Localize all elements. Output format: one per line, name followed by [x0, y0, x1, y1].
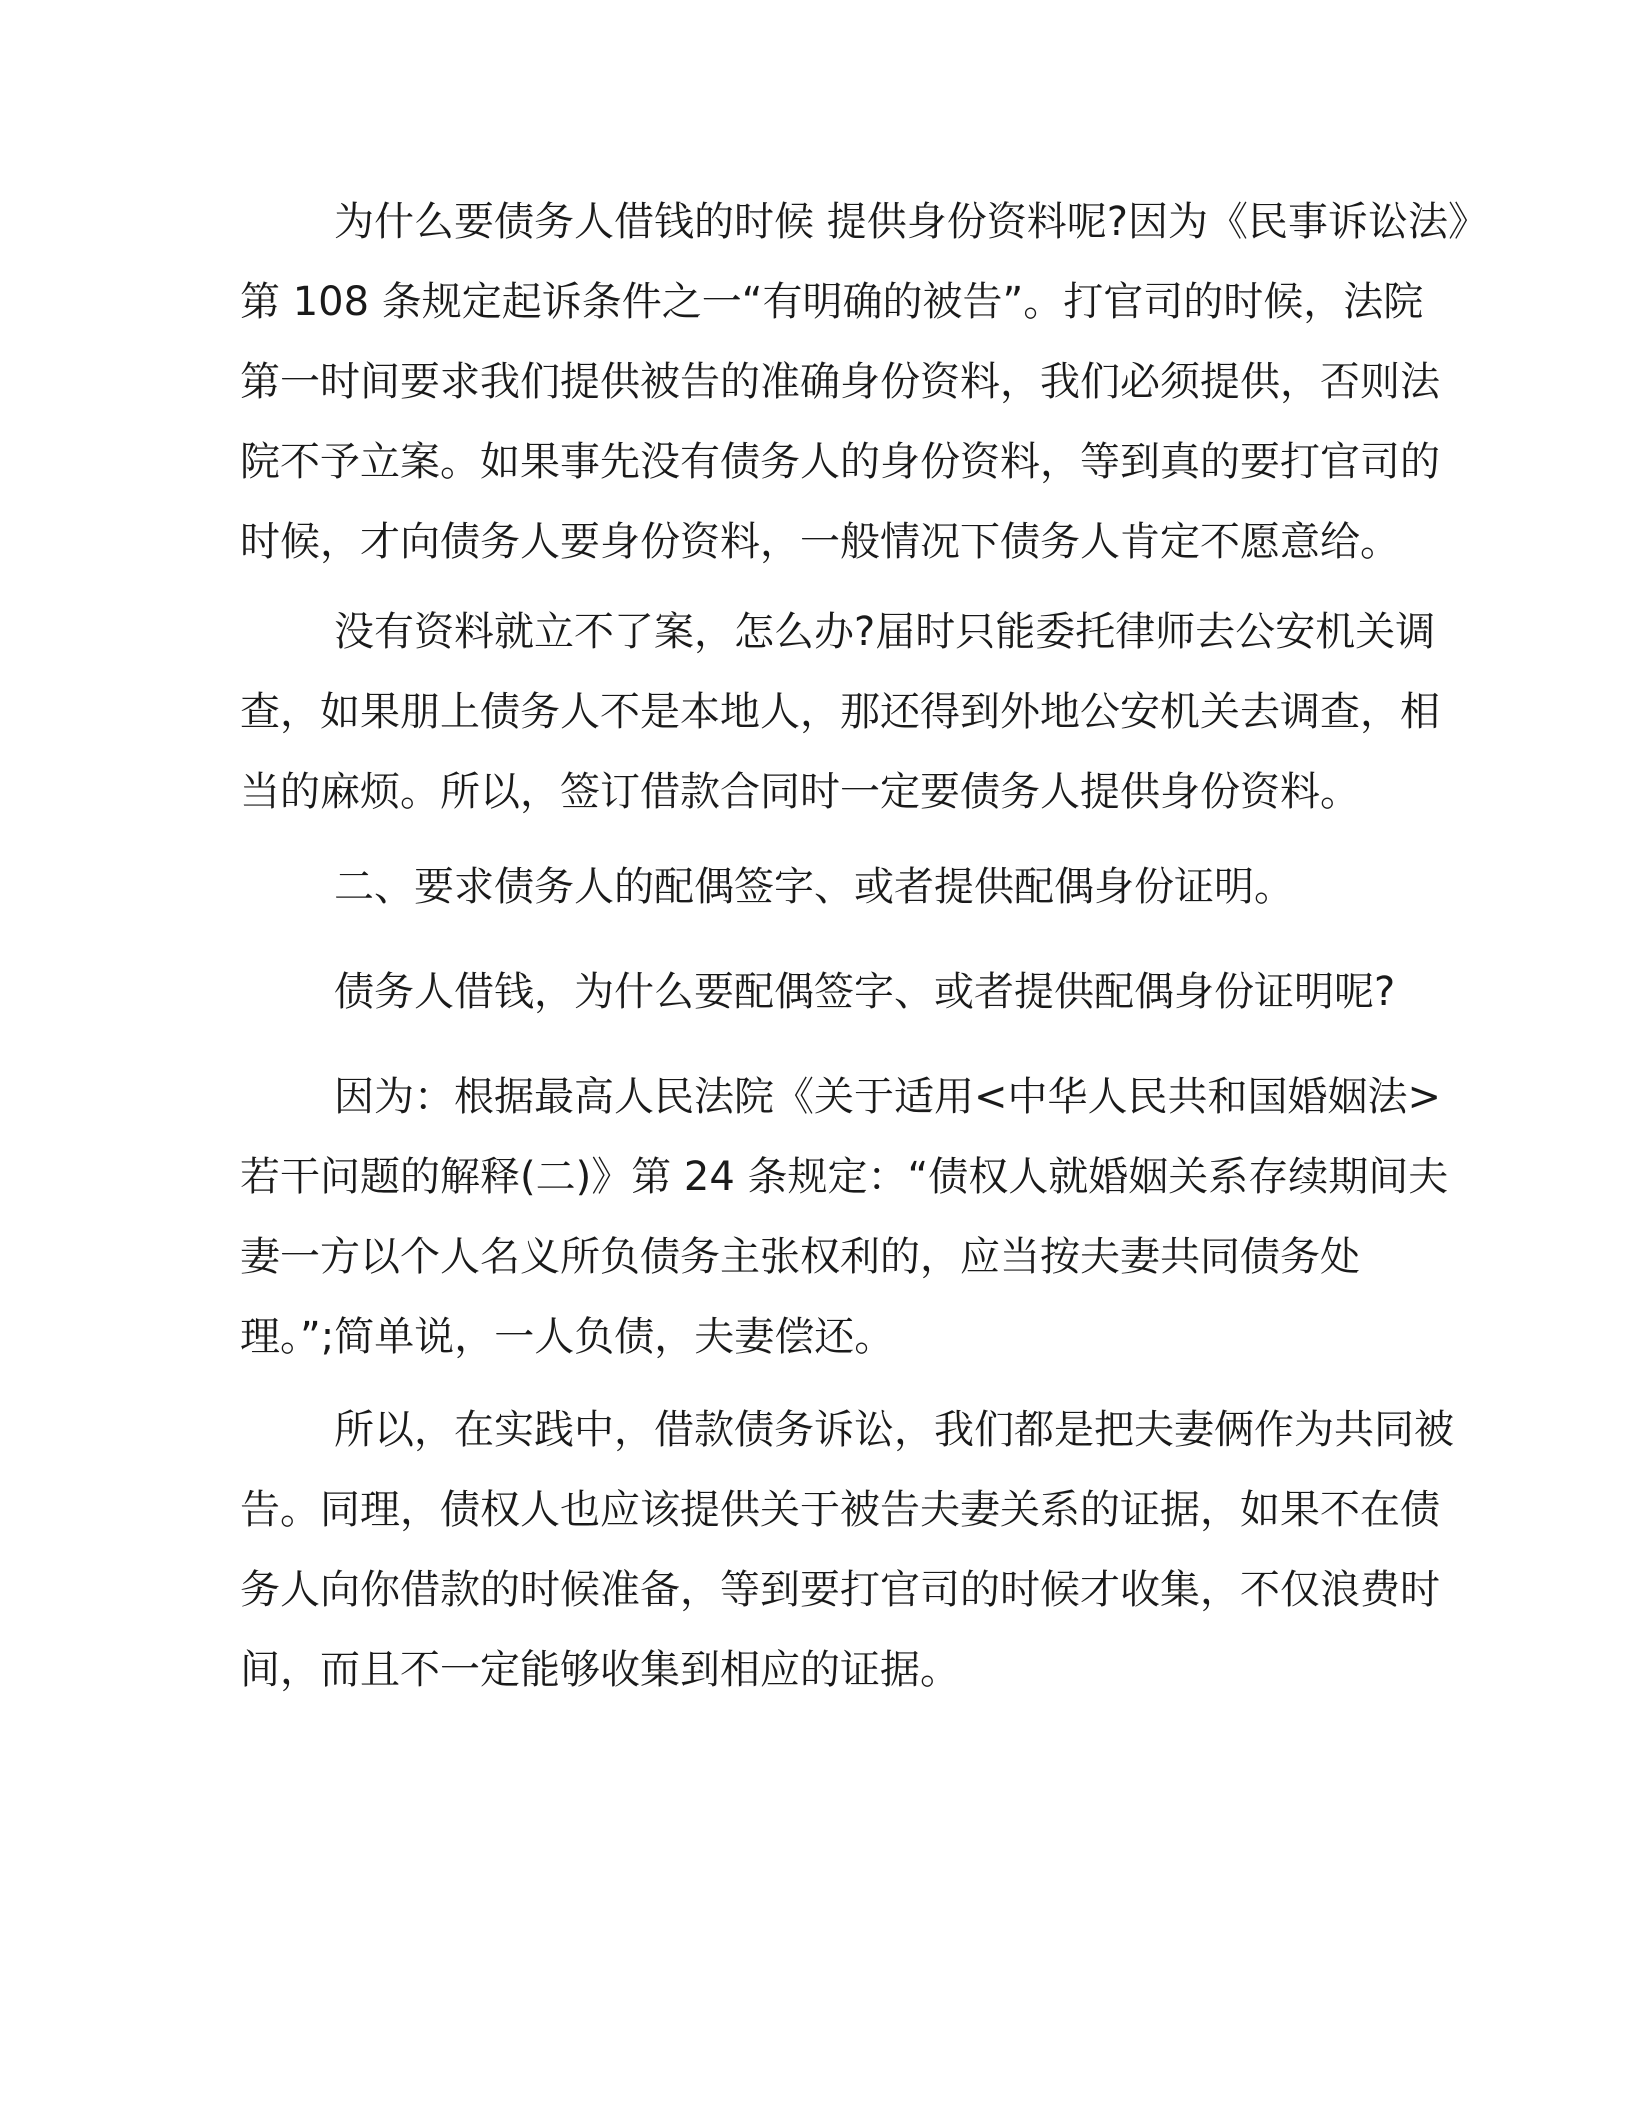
paragraph-line: 若干问题的解释(二)》第 24 条规定：“债权人就婚姻关系存续期间夫 — [240, 1154, 1449, 1200]
paragraph-line: 第一时间要求我们提供被告的准确身份资料，我们必须提供，否则法 — [240, 359, 1440, 405]
paragraph-line: 院不予立案。如果事先没有债务人的身份资料，等到真的要打官司的 — [240, 439, 1440, 485]
paragraph-line: 债务人借钱，为什么要配偶签字、或者提供配偶身份证明呢? — [334, 969, 1396, 1015]
paragraph-line: 告。同理，债权人也应该提供关于被告夫妻关系的证据，如果不在债 — [240, 1487, 1440, 1533]
paragraph-line: 时候，才向债务人要身份资料，一般情况下债务人肯定不愿意给。 — [240, 519, 1400, 565]
paragraph-line: 当的麻烦。所以，签订借款合同时一定要债务人提供身份资料。 — [240, 769, 1360, 815]
paragraph-line: 所以，在实践中，借款债务诉讼，我们都是把夫妻俩作为共同被 — [334, 1407, 1454, 1453]
paragraph-line: 理。”;简单说，一人负债，夫妻偿还。 — [240, 1314, 895, 1360]
paragraph-6 — [240, 1402, 1454, 1698]
paragraph-line: 妻一方以个人名义所负债务主张权利的，应当按夫妻共同债务处 — [240, 1234, 1360, 1280]
paragraph-line: 二、要求债务人的配偶签字、或者提供配偶身份证明。 — [334, 864, 1294, 910]
paragraph-line: 间，而且不一定能够收集到相应的证据。 — [240, 1647, 960, 1693]
paragraph-4 — [240, 964, 1395, 1020]
paragraph-2 — [240, 604, 1440, 820]
paragraph-line: 查，如果朋上债务人不是本地人，那还得到外地公安机关去调查，相 — [240, 689, 1440, 735]
section-heading — [240, 859, 1294, 915]
paragraph-line: 没有资料就立不了案，怎么办?届时只能委托律师去公安机关调 — [334, 609, 1436, 655]
paragraph-line: 为什么要债务人借钱的时候 提供身份资料呢?因为《民事诉讼法》 — [334, 199, 1488, 245]
paragraph-1 — [240, 194, 1488, 570]
paragraph-line: 务人向你借款的时候准备，等到要打官司的时候才收集，不仅浪费时 — [240, 1567, 1440, 1613]
paragraph-line: 第 108 条规定起诉条件之一“有明确的被告”。打官司的时候，法院 — [240, 279, 1424, 325]
paragraph-line: 因为：根据最高人民法院《关于适用<中华人民共和国婚姻法> — [334, 1074, 1442, 1120]
paragraph-5 — [240, 1069, 1448, 1365]
